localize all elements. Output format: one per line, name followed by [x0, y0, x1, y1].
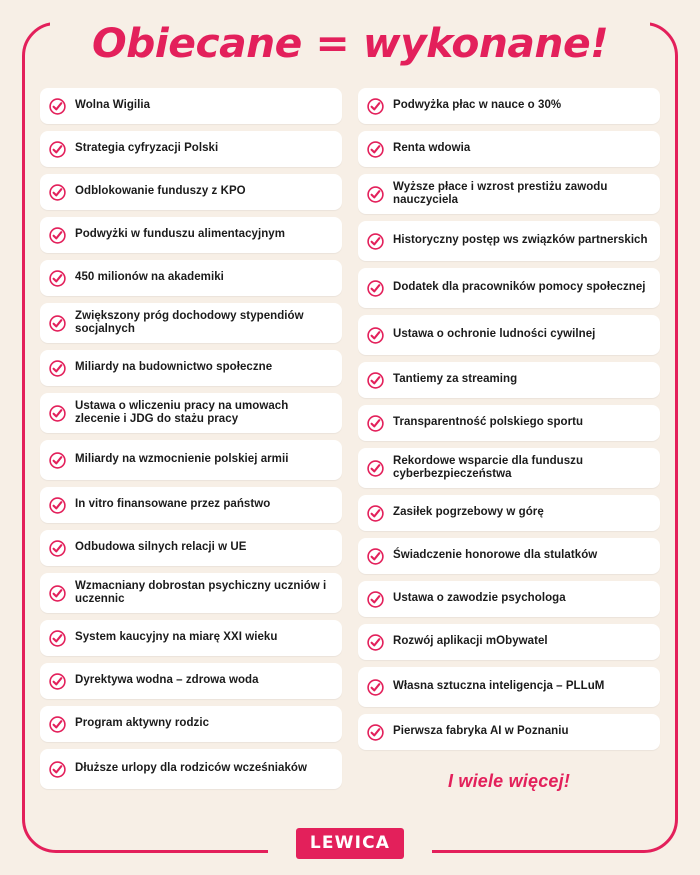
check-circle-icon: [49, 630, 66, 647]
check-circle-icon: [49, 452, 66, 469]
check-circle-icon: [49, 585, 66, 602]
more-label: I wiele więcej!: [447, 771, 571, 791]
list-item-label: Dyrektywa wodna – zdrowa woda: [75, 674, 259, 687]
list-item: [358, 667, 660, 707]
list-item-label: Wolna Wigilia: [75, 99, 151, 112]
list-item: [40, 88, 342, 124]
list-item: [358, 624, 660, 660]
check-circle-icon: [49, 141, 66, 158]
list-item: [358, 495, 660, 531]
list-item: [40, 487, 342, 523]
list-item: [40, 573, 342, 613]
list-item: [40, 749, 342, 789]
list-item: [40, 260, 342, 296]
list-item-label: Historyczny postęp ws związków partnerskich: [393, 234, 648, 247]
check-circle-icon: [367, 186, 384, 203]
list-item: [358, 174, 660, 214]
list-item-label: Zasiłek pogrzebowy w górę: [393, 506, 544, 519]
check-circle-icon: [367, 548, 384, 565]
list-item: [40, 131, 342, 167]
check-circle-icon: [367, 591, 384, 608]
check-circle-icon: [49, 270, 66, 287]
check-circle-icon: [367, 372, 384, 389]
list-item: [358, 405, 660, 441]
list-item-label: Ustawa o wliczeniu pracy na umowach zlecenie i JDG do stażu pracy: [75, 399, 289, 425]
list-item-label: Miliardy na wzmocnienie polskiej armii: [75, 453, 289, 466]
list-item-label: Program aktywny rodzic: [75, 717, 210, 730]
list-item: [40, 620, 342, 656]
list-item-label: Wyższe płace i wzrost prestiżu zawodu nauczyciela: [393, 180, 608, 206]
list-item-label: Renta wdowia: [393, 142, 471, 155]
list-item-label: Podwyżka płac w nauce o 30%: [393, 99, 562, 112]
list-item: [358, 581, 660, 617]
check-circle-icon: [49, 360, 66, 377]
check-circle-icon: [367, 460, 384, 477]
list-item-label: Własna sztuczna inteligencja – PLLuM: [393, 680, 605, 693]
list-item-label: Podwyżki w funduszu alimentacyjnym: [75, 228, 286, 241]
list-item: [40, 217, 342, 253]
check-circle-icon: [49, 184, 66, 201]
list-item: [358, 315, 660, 355]
check-circle-icon: [367, 724, 384, 741]
list-item: [358, 448, 660, 488]
check-circle-icon: [49, 673, 66, 690]
list-item: [358, 88, 660, 124]
list-item: [40, 440, 342, 480]
check-circle-icon: [49, 761, 66, 778]
list-item-label: Dłuższe urlopy dla rodziców wcześniaków: [75, 762, 308, 775]
list-item-label: Pierwsza fabryka AI w Poznaniu: [393, 725, 569, 738]
list-item-label: Miliardy na budownictwo społeczne: [75, 361, 273, 374]
check-circle-icon: [49, 405, 66, 422]
check-circle-icon: [367, 141, 384, 158]
check-circle-icon: [49, 315, 66, 332]
list-item: [40, 303, 342, 343]
list-item-label: Tantiemy za streaming: [393, 373, 518, 386]
check-circle-icon: [49, 716, 66, 733]
list-item-label: Strategia cyfryzacji Polski: [75, 142, 219, 155]
list-item: [40, 663, 342, 699]
list-item-label: Wzmacniany dobrostan psychiczny uczniów i uczennic: [75, 579, 327, 605]
list-item-label: Ustawa o ochronie ludności cywilnej: [393, 328, 596, 341]
check-circle-icon: [367, 505, 384, 522]
list-item: [358, 131, 660, 167]
check-circle-icon: [367, 280, 384, 297]
check-circle-icon: [367, 634, 384, 651]
list-item: [40, 706, 342, 742]
promises-column-right: [358, 88, 660, 792]
list-item-label: 450 milionów na akademiki: [75, 271, 224, 284]
list-item-label: Rekordowe wsparcie dla funduszu cyberbezpieczeństwa: [393, 454, 584, 480]
list-item-label: In vitro finansowane przez państwo: [75, 498, 271, 511]
logo-container: [0, 828, 700, 859]
list-item-label: Świadczenie honorowe dla stulatków: [393, 549, 598, 562]
list-item-label: Ustawa o zawodzie psychologa: [393, 592, 566, 605]
check-circle-icon: [367, 233, 384, 250]
promises-column-left: [40, 88, 342, 792]
list-item-label: Rozwój aplikacji mObywatel: [393, 635, 548, 648]
list-item: [358, 714, 660, 750]
list-item-label: Transparentność polskiego sportu: [393, 416, 584, 429]
list-item: [358, 268, 660, 308]
list-item: [358, 538, 660, 574]
check-circle-icon: [367, 679, 384, 696]
list-item: [358, 221, 660, 261]
list-item: [40, 530, 342, 566]
promises-columns: [40, 88, 660, 792]
list-item-label: Odbudowa silnych relacji w UE: [75, 541, 247, 554]
check-circle-icon: [49, 227, 66, 244]
list-item: [40, 174, 342, 210]
check-circle-icon: [49, 98, 66, 115]
list-item-label: Dodatek dla pracowników pomocy społecznej: [393, 281, 646, 294]
title-container: [0, 18, 700, 70]
list-item: [40, 393, 342, 433]
list-item-label: Zwiększony próg dochodowy stypendiów socjalnych: [75, 309, 304, 335]
check-circle-icon: [49, 497, 66, 514]
lewica-logo: LEWICA: [296, 828, 404, 859]
list-item-label: System kaucyjny na miarę XXI wieku: [75, 631, 278, 644]
check-circle-icon: [367, 98, 384, 115]
list-item: [40, 350, 342, 386]
page-title: Obiecane = wykonane!: [78, 18, 623, 70]
list-item: [358, 362, 660, 398]
check-circle-icon: [49, 540, 66, 557]
check-circle-icon: [367, 415, 384, 432]
check-circle-icon: [367, 327, 384, 344]
list-item-label: Odblokowanie funduszy z KPO: [75, 185, 246, 198]
